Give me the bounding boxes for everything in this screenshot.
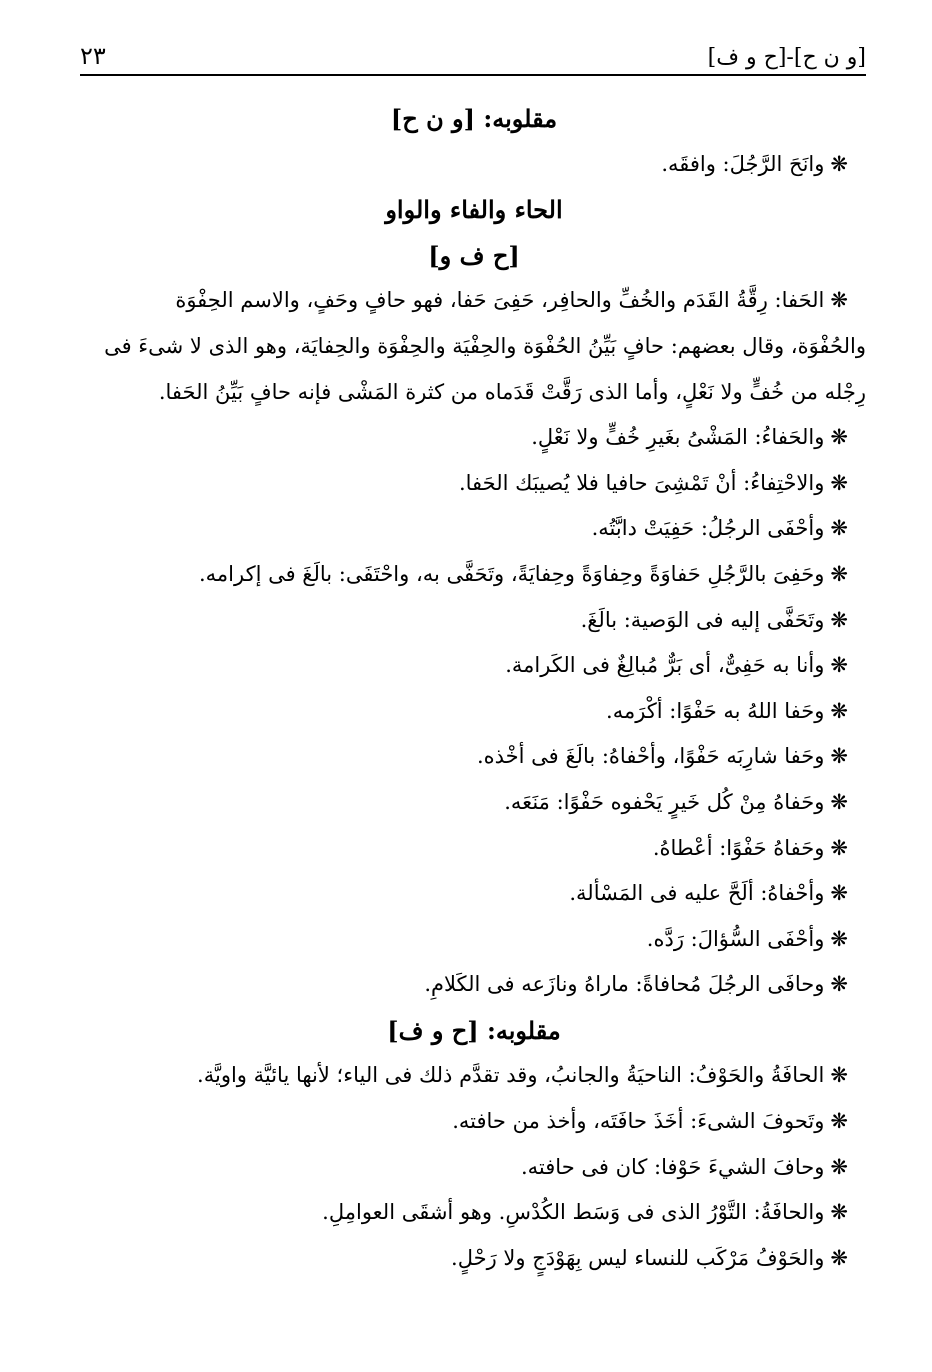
entry-text: الحافَةُ والحَوْفُ: الناحيَةُ والجانبُ، وقد تقدَّم ذلك فى الياء؛ لأنها يائيَّة واويَّة. [197, 1063, 825, 1088]
entry-marker: ❋ [830, 881, 848, 906]
entry-text: وحَفا اللهُ به حَفْوًا: أكْرَمه. [606, 698, 825, 723]
entry-text: وانَحَ الرَّجُلَ: وافقَه. [661, 151, 825, 176]
entry-marker: ❋ [830, 653, 848, 678]
entry-marker: ❋ [830, 1200, 848, 1225]
entry-marker: ❋ [830, 789, 848, 814]
entry-marker: ❋ [830, 470, 848, 495]
running-header [80, 40, 866, 76]
dictionary-entry [82, 506, 866, 552]
entry-line [82, 278, 866, 324]
entry-marker: ❋ [830, 1154, 848, 1179]
entry-marker: ❋ [830, 698, 848, 723]
entry-marker: ❋ [830, 1245, 848, 1270]
entry-text: وأحْفَى الرجُلُ: حَفِيَتْ دابَّتُه. [591, 516, 825, 541]
section-heading: مقلوبه: [ح و ف] [387, 1015, 561, 1045]
entry-text: وتَحوفَ الشىءَ: أخَذَ حافَتَه، وأخذ من حافته. [452, 1109, 825, 1134]
dictionary-entry [82, 917, 866, 963]
dictionary-entry [82, 461, 866, 507]
entry-text: الحَفا: رِقَّةُ القَدَم والخُفِّ والحافِر، حَفِىَ حَفا، فهو حافٍ وحَفٍ، والاسم الحِفْوَة [175, 288, 825, 313]
entry-text: وأنا به حَفِىٌّ، أى بَرٌّ مُبالِغٌ فى الكَرامة. [505, 653, 825, 678]
section-heading: مقلوبه: [و ن ح] [390, 104, 558, 133]
entry-text: والحافَةُ: التَّوْرُ الذى فى وَسَط الكُدْسِ. وهو أشقَى العوامِلِ. [322, 1200, 825, 1225]
entry-text: والاحْتِفاءُ: أنْ تَمْشِىَ حافيا فلا يُصيبَك الحَفا. [458, 470, 825, 495]
page-body [82, 96, 866, 1281]
entry-marker: ❋ [830, 151, 848, 176]
entry-text: وحافَى الرجُلَ مُحافاةً: ماراهُ ونازَعه فى الكَلامِ. [424, 972, 825, 997]
header-title: [و ن ح]-[ح و ف] [707, 45, 866, 70]
entry-text: وحَفاهُ مِنْ كُل خَيرٍ يَحْفوه حَفْوًا: مَنَعَه. [504, 789, 825, 814]
entry-marker: ❋ [830, 1109, 848, 1134]
entry-text: وحَفا شارِبَه حَفْوًا، وأحْفاهُ: بالَغَ فى أخْذه. [476, 744, 825, 769]
dictionary-entry [82, 643, 866, 689]
dictionary-entry [82, 1099, 866, 1145]
dictionary-entry [82, 689, 866, 735]
entry-marker: ❋ [830, 516, 848, 541]
entry-marker: ❋ [830, 926, 848, 951]
entry-text: والحَوْفُ مَرْكَب للنساء ليس بِهَوْدَجٍ ولا رَحْلٍ. [451, 1245, 825, 1270]
dictionary-entry [82, 552, 866, 598]
dictionary-entry [82, 1145, 866, 1191]
dictionary-entry [82, 415, 866, 461]
entry-marker: ❋ [830, 972, 848, 997]
dictionary-entry [82, 826, 866, 872]
entry-text: وأحْفاهُ: ألَحَّ عليه فى المَسْألة. [569, 881, 825, 906]
entry-text: وأحْفَى السُّؤالَ: رَدَّه. [646, 926, 825, 951]
dictionary-entry [82, 1053, 866, 1099]
page-number: ٢٣ [80, 42, 106, 70]
dictionary-entry [82, 871, 866, 917]
entry-text: وحافَ الشيءَ حَوْفا: كان فى حافته. [520, 1154, 825, 1179]
section-heading: [ح ف و] [428, 240, 520, 270]
entry-text: وتَحَفَّى إليه فى الوَصية: بالَغَ. [580, 607, 825, 632]
section-heading: الحاء والفاء والواو [385, 195, 563, 225]
entry-marker: ❋ [830, 607, 848, 632]
dictionary-entry [82, 142, 866, 188]
entry-text: وحَفاهُ حَفْوًا: أعْطاهُ. [652, 835, 825, 860]
dictionary-entry [82, 734, 866, 780]
dictionary-entry [82, 278, 866, 415]
dictionary-entry [82, 1190, 866, 1236]
entry-text: والحَفاءُ: المَشْىُ بغَيرِ خُفٍّ ولا نَعْلٍ. [531, 425, 825, 450]
dictionary-entry [82, 1236, 866, 1282]
entry-marker: ❋ [830, 835, 848, 860]
entry-line: رِجْله من خُفٍّ ولا نَعْلٍ، وأما الذى رَقَّتْ قَدَماه من كثرة المَشْى فإنه حافٍ بَيِّنُ الحَفا. [158, 379, 866, 404]
entry-marker: ❋ [830, 744, 848, 769]
dictionary-entry [82, 598, 866, 644]
dictionary-entry [82, 962, 866, 1008]
entry-marker: ❋ [830, 1063, 848, 1088]
dictionary-entry [82, 780, 866, 826]
entry-line: والحُفْوَة، وقال بعضهم: حافٍ بَيِّنُ الحُفْوَة والحِفْيَة والحِفْوَة والحِفايَة، وهو الذى لا شىءَ فى [104, 333, 866, 358]
entry-marker: ❋ [830, 561, 848, 586]
entry-marker: ❋ [830, 288, 848, 313]
entry-text: وحَفِىَ بالرَّجُلِ حَفاوَةً وحِفاوَةً وحِفايَةً، وتَحَفَّى به، واحْتَفَى: بالَغَ فى إكرامه. [198, 561, 825, 586]
entry-marker: ❋ [830, 425, 848, 450]
